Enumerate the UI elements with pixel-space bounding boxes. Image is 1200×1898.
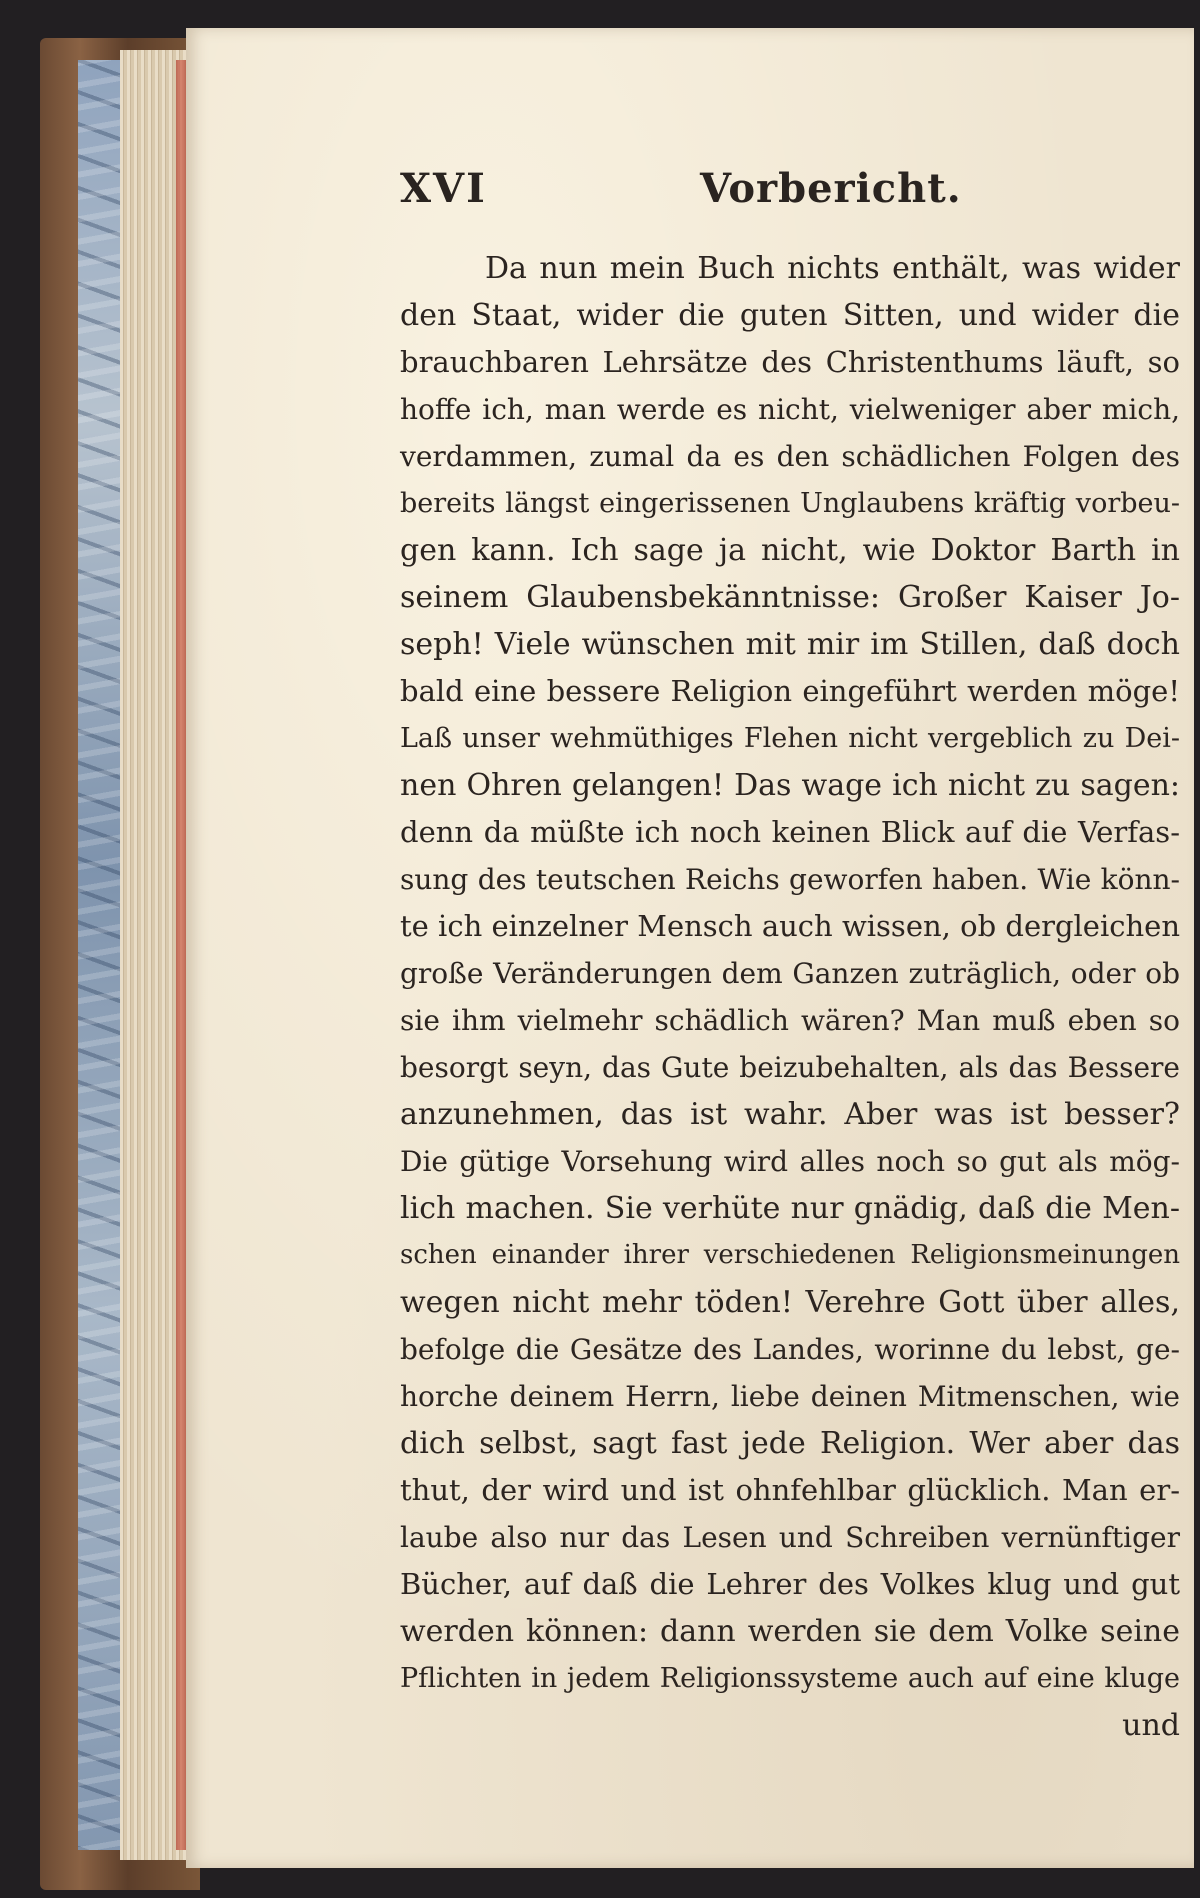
text-line: wegen nicht mehr töden! Verehre Gott über alles, — [400, 1285, 1180, 1320]
text-line: horche deinem Herrn, liebe deinen Mitmenschen, wie — [400, 1380, 1180, 1413]
text-line: seph! Viele wünschen mit mir im Stillen, daß doch — [400, 627, 1180, 662]
text-line: bereits längst eingerissenen Unglaubens kräftig vorbeu- — [400, 488, 1180, 519]
body-text — [400, 245, 1180, 1749]
text-line: sie ihm vielmehr schädlich wären? Man muß eben so — [400, 1004, 1180, 1037]
text-line: Die gütige Vorsehung wird alles noch so gut als mög- — [400, 1145, 1180, 1178]
marbled-board — [78, 60, 122, 1850]
running-title: Vorbericht. — [700, 165, 962, 212]
catchword: und — [1122, 1708, 1180, 1743]
text-line: schen einander ihrer verschiedenen Religionsmeinungen — [400, 1240, 1180, 1270]
text-line: anzunehmen, das ist wahr. Aber was ist besser? — [400, 1097, 1180, 1132]
text-line: verdammen, zumal da es den schädlichen Folgen des — [400, 440, 1180, 473]
text-line: bald eine bessere Religion eingeführt werden möge! — [400, 674, 1180, 708]
text-line: lich machen. Sie verhüte nur gnädig, daß die Men- — [400, 1191, 1180, 1226]
text-line: Bücher, auf daß die Lehrer des Volkes klug und gut — [400, 1567, 1180, 1601]
text-line: große Veränderungen dem Ganzen zuträglich, oder ob — [400, 957, 1180, 990]
text-line: Pflichten in jedem Religionssysteme auch auf eine kluge — [400, 1663, 1180, 1694]
text-line: befolge die Gesätze des Landes, worinne du lebst, ge- — [400, 1333, 1180, 1366]
text-line: den Staat, wider die guten Sitten, und wider die — [400, 298, 1180, 333]
text-line: werden können: dann werden sie dem Volke seine — [400, 1614, 1180, 1649]
text-line: Da nun mein Buch nichts enthält, was wider — [485, 251, 1180, 286]
text-line: denn da müßte ich noch keinen Blick auf die Verfas- — [400, 815, 1180, 849]
text-line: hoffe ich, man werde es nicht, vielweniger aber mich, — [400, 393, 1180, 426]
text-line: te ich einzelner Mensch auch wissen, ob dergleichen — [400, 909, 1180, 943]
text-line: thut, der wird und ist ohnfehlbar glücklich. Man er- — [400, 1473, 1180, 1507]
text-line: nen Ohren gelangen! Das wage ich nicht zu sagen: — [400, 768, 1180, 803]
text-line: dich selbst, sagt fast jede Religion. Wer aber das — [400, 1426, 1180, 1461]
text-line: brauchbaren Lehrsätze des Christenthums läuft, so — [400, 345, 1180, 379]
text-line: besorgt seyn, das Gute beizubehalten, als das Bessere — [400, 1051, 1180, 1084]
red-page-edge — [176, 60, 186, 1850]
text-line: gen kann. Ich sage ja nicht, wie Doktor Barth in — [400, 533, 1180, 568]
text-line: seinem Glaubensbekänntnisse: Großer Kaiser Jo- — [400, 580, 1180, 615]
text-line: Laß unser wehmüthiges Flehen nicht vergeblich zu Dei- — [400, 723, 1180, 754]
text-line: sung des teutschen Reichs geworfen haben. Wie könn- — [400, 863, 1180, 896]
text-line: laube also nur das Lesen und Schreiben vernünftiger — [400, 1521, 1180, 1554]
page-number: XVI — [400, 165, 487, 212]
page-header — [400, 165, 1180, 225]
